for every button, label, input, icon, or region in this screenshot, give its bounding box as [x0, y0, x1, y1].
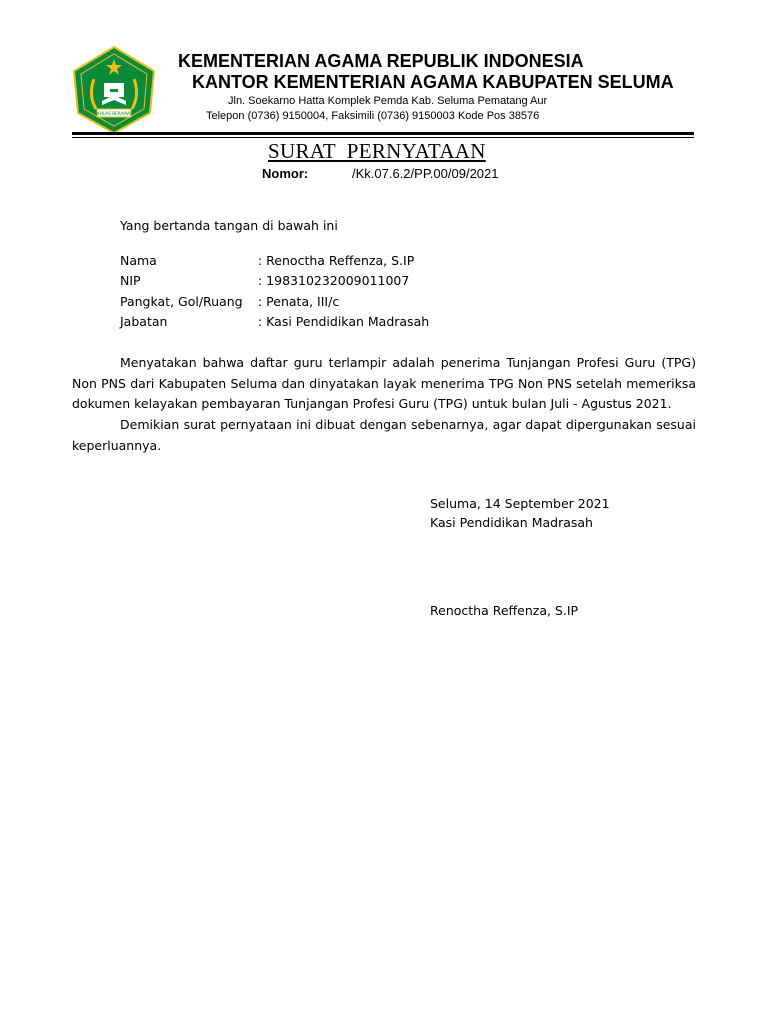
kemenag-emblem-icon: [72, 45, 156, 135]
field-label-jabatan: Jabatan: [120, 314, 168, 329]
field-value-nama: : Renoctha Reffenza, S.IP: [258, 253, 415, 268]
office-address: Jln. Soekarno Hatta Komplek Pemda Kab. Seluma Pematang Aur: [228, 95, 548, 107]
signature-name: Renoctha Reffenza, S.IP: [430, 603, 579, 618]
field-value-nip: : 198310232009011007: [258, 273, 410, 288]
number-label: Nomor:: [262, 166, 309, 181]
field-value-pangkat: : Penata, III/c: [258, 294, 340, 309]
document-title: SURAT PERNYATAAN: [268, 139, 486, 163]
letterhead-divider-thin: [72, 137, 694, 138]
svg-text:IKHLAS BERAMAL: IKHLAS BERAMAL: [95, 111, 133, 116]
intro-text: Yang bertanda tangan di bawah ini: [120, 218, 338, 233]
ministry-name: KEMENTERIAN AGAMA REPUBLIK INDONESIA: [178, 51, 584, 71]
field-label-nama: Nama: [120, 253, 157, 268]
signature-place-date: Seluma, 14 September 2021: [430, 496, 610, 511]
office-name: KANTOR KEMENTERIAN AGAMA KABUPATEN SELUMA: [192, 72, 674, 92]
field-label-nip: NIP: [120, 273, 141, 288]
statement-paragraph: Menyatakan bahwa daftar guru terlampir adalah penerima Tunjangan Profesi Guru (TPG) Non PNS dari Kabupaten Seluma dan dinyatakan layak menerima TPG Non PNS setelah memeriksa dokumen kelayakan pembayaran Tunjangan Profesi Guru (TPG) untuk bulan Juli - Agustus 2021.: [72, 355, 696, 411]
field-label-pangkat: Pangkat, Gol/Ruang: [120, 294, 243, 309]
closing-paragraph: Demikian surat pernyataan ini dibuat dengan sebenarnya, agar dapat dipergunakan sesuai keperluannya.: [72, 417, 696, 453]
office-contact: Telepon (0736) 9150004, Faksimili (0736) 9150003 Kode Pos 38576: [206, 110, 540, 122]
letterhead-divider-thick: [72, 132, 694, 135]
field-value-jabatan: : Kasi Pendidikan Madrasah: [258, 314, 430, 329]
signature-position: Kasi Pendidikan Madrasah: [430, 515, 593, 530]
number-value: /Kk.07.6.2/PP.00/09/2021: [352, 166, 499, 181]
